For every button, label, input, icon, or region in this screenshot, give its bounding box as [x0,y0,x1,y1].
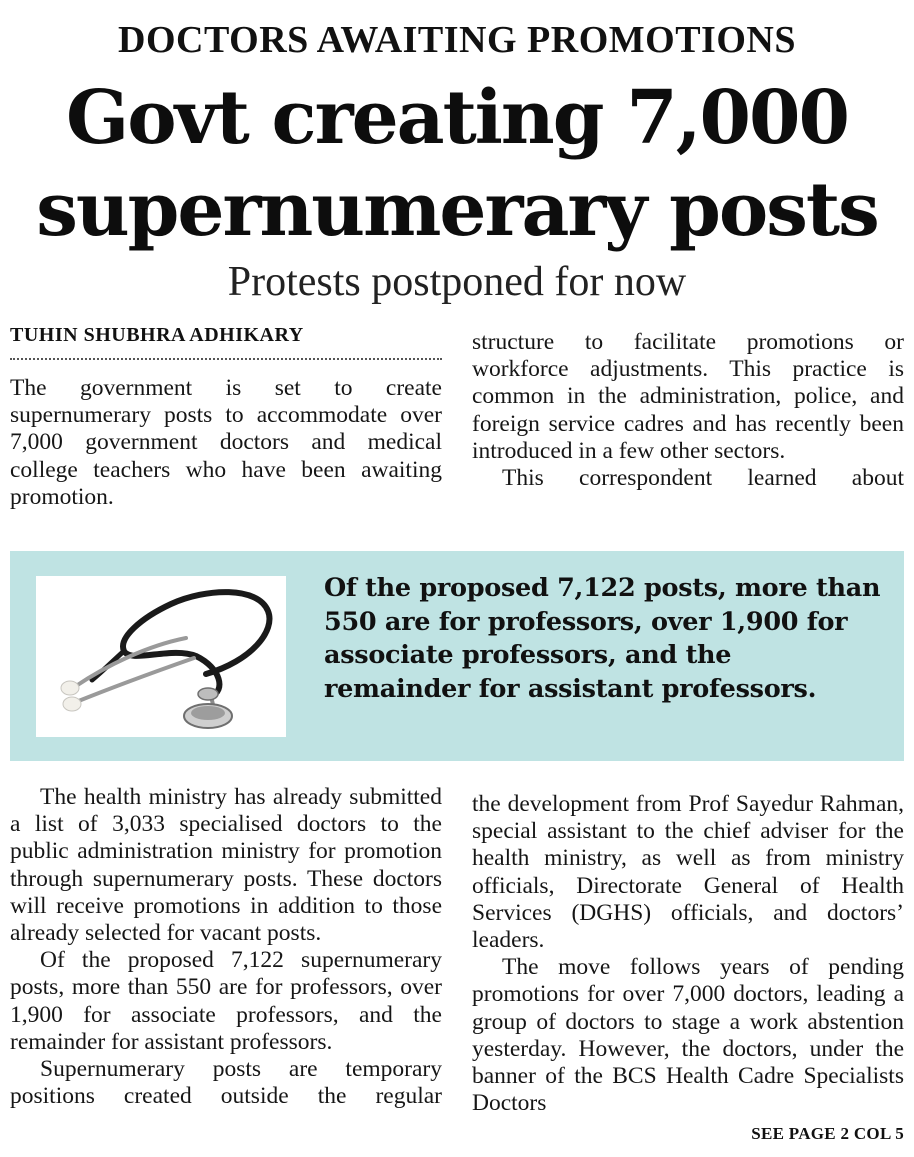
subheadline: Protests postponed for now [227,259,687,305]
paragraph: Of the proposed 7,122 supernumerary posts, more than 550 are for professors, over 1,900 for associate professors, and the remainder for assistant professors. [10,947,442,1055]
headline-line-2: supernumerary posts [36,167,878,253]
paragraph: The move follows years of pending promotions for over 7,000 doctors, leading a group of doctors to stage a work abstention yesterday. However, the doctors, under the banner of the BCS Health Cadre Specialists Doctors [472,954,904,1117]
paragraph: Supernumerary posts are temporary positions created outside the regular [10,1056,442,1110]
stethoscope-icon [36,576,286,737]
kicker: DOCTORS AWAITING PROMOTIONS [118,19,796,61]
paragraph: This correspondent learned about [502,465,904,492]
stethoscope-image [36,576,286,737]
paragraph: The health ministry has already submitted a list of 3,033 specialised doctors to the public administration ministry for promotion through supernumerary posts. These doctors will receive promotions in addition to those already selected for vacant posts. [10,784,442,947]
pull-quote: Of the proposed 7,122 posts, more than 550 are for professors, over 1,900 for associate professors, and the remainder for assistant professors. [324,573,881,704]
continued-on-page: SEE PAGE 2 COL 5 [751,1124,904,1143]
column-1-top [10,375,442,511]
paragraph: The government is set to create supernumerary posts to accommodate over 7,000 government doctors and medical college teachers who have been awaiting promotion. [10,375,442,510]
byline: TUHIN SHUBHRA ADHIKARY [10,324,304,346]
byline-divider [10,358,442,360]
paragraph: structure to facilitate promotions or workforce adjustments. This practice is common in the administration, police, and foreign service cadres and has recently been introduced in a few other sectors. [472,329,904,464]
headline-line-1: Govt creating 7,000 [66,75,848,161]
paragraph: the development from Prof Sayedur Rahman, special assistant to the chief adviser for the health ministry, as well as from ministry officials, Directorate General of Health Services (DGHS) officials, and doctors’ leaders. [472,791,904,954]
headline [0,72,914,256]
column-1-bottom [10,784,442,1110]
column-2-top [472,329,904,492]
column-2-bottom [472,791,904,1117]
